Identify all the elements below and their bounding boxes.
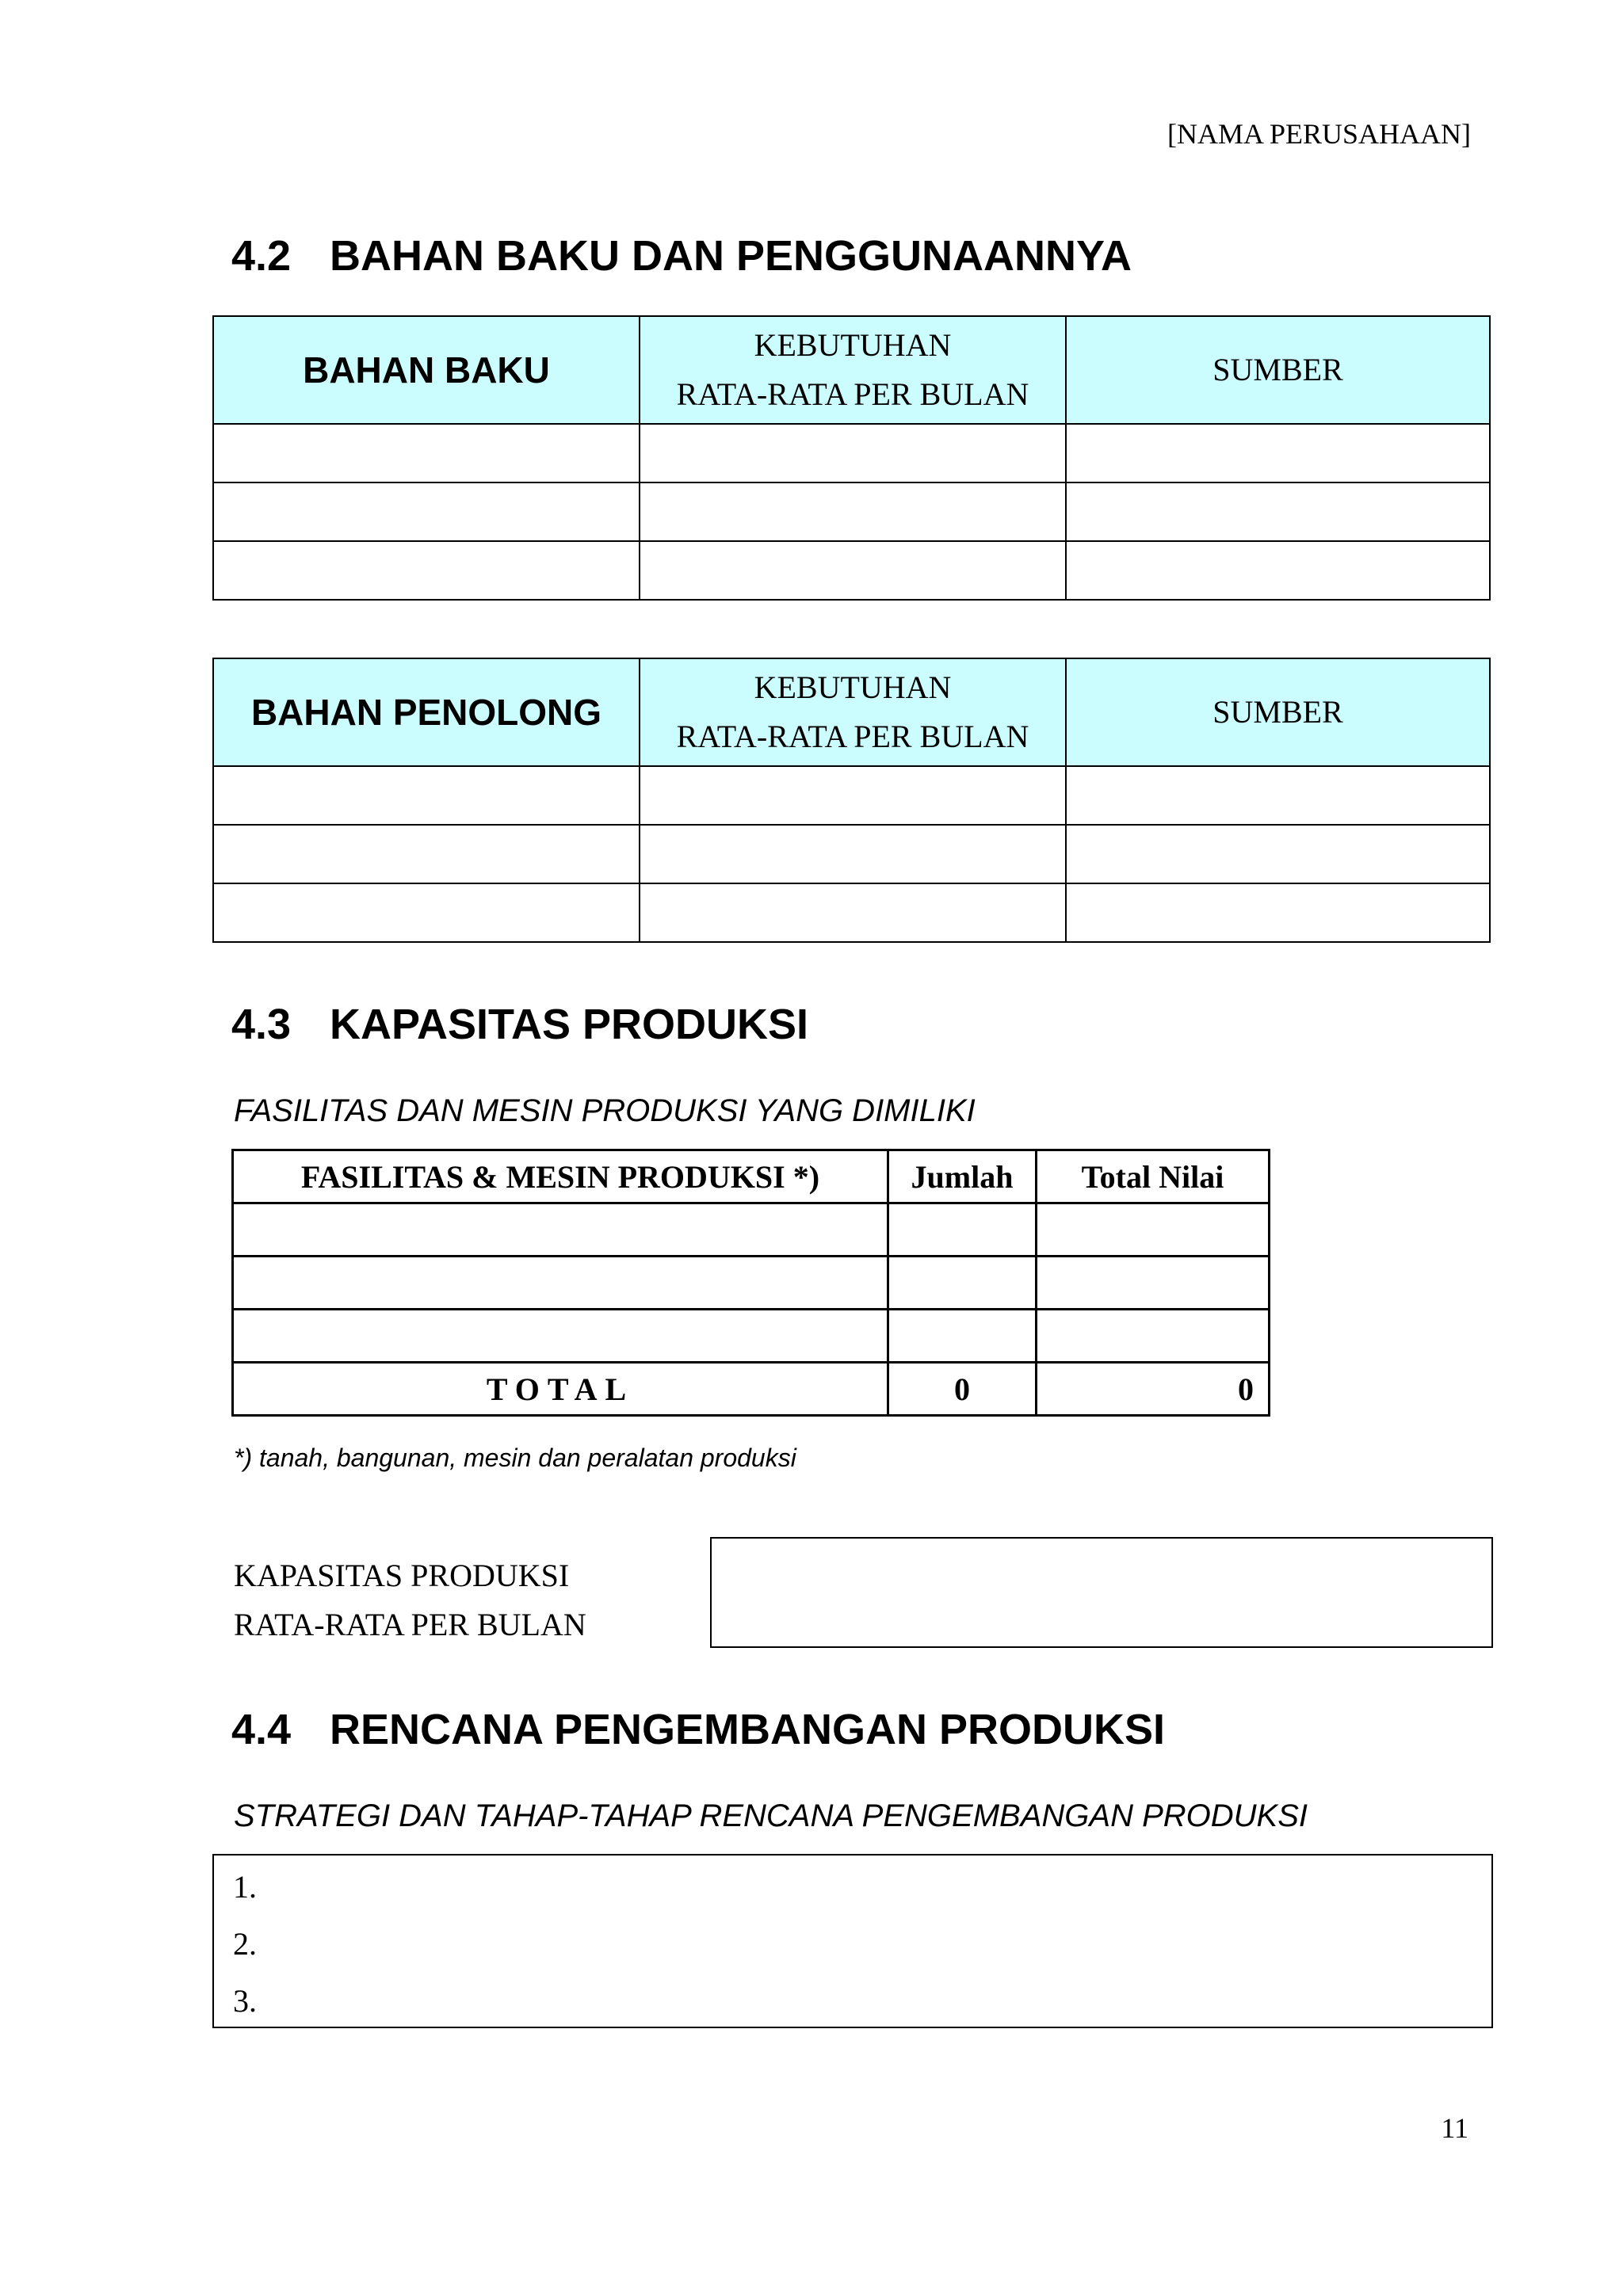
- table-header-row: [233, 1150, 1270, 1203]
- section-number: 4.2: [231, 232, 292, 280]
- header-cell-kebutuhan: KEBUTUHAN RATA-RATA PER BULAN: [640, 658, 1066, 766]
- section-4-2-heading: [231, 231, 1132, 280]
- input-cell[interactable]: [1037, 1257, 1270, 1310]
- section-title: BAHAN BAKU DAN PENGGUNAANNYA: [330, 232, 1132, 280]
- input-cell[interactable]: [233, 1203, 888, 1257]
- section-4-4-heading: [231, 1705, 1165, 1754]
- header-cell-total-nilai: Total Nilai: [1037, 1150, 1270, 1203]
- input-cell[interactable]: [1066, 766, 1490, 825]
- facilities-subtitle: FASILITAS DAN MESIN PRODUKSI YANG DIMILIKI: [234, 1093, 976, 1128]
- table-row: [233, 1257, 1270, 1310]
- page-number: 11: [1441, 2112, 1468, 2144]
- capacity-label-line1: KAPASITAS PRODUKSI: [234, 1558, 570, 1593]
- input-cell[interactable]: [888, 1203, 1037, 1257]
- bahan-baku-table: [212, 315, 1491, 601]
- capacity-label-line2: RATA-RATA PER BULAN: [234, 1607, 586, 1642]
- input-cell[interactable]: [640, 825, 1066, 883]
- capacity-input-box[interactable]: [710, 1537, 1493, 1648]
- list-item: 1.: [233, 1869, 257, 1905]
- header-cell-jumlah: Jumlah: [888, 1150, 1037, 1203]
- total-nilai-value: 0: [1037, 1363, 1270, 1416]
- header-cell-sumber: SUMBER: [1066, 658, 1490, 766]
- input-cell[interactable]: [640, 424, 1066, 482]
- table-row: [213, 883, 1490, 942]
- input-cell[interactable]: [640, 883, 1066, 942]
- capacity-label: [234, 1551, 586, 1650]
- input-cell[interactable]: [1037, 1203, 1270, 1257]
- input-cell[interactable]: [1066, 883, 1490, 942]
- input-cell[interactable]: [213, 883, 640, 942]
- table-row: [213, 424, 1490, 482]
- input-cell[interactable]: [213, 482, 640, 541]
- list-item: 3.: [233, 1983, 257, 2019]
- list-item: 2.: [233, 1926, 257, 1962]
- table-row: [233, 1203, 1270, 1257]
- header-cell-sumber: SUMBER: [1066, 316, 1490, 424]
- table-header-row: [213, 316, 1490, 424]
- input-cell[interactable]: [640, 766, 1066, 825]
- table-header-row: [213, 658, 1490, 766]
- strategy-subtitle: STRATEGI DAN TAHAP-TAHAP RENCANA PENGEMBANGAN PRODUKSI: [234, 1798, 1308, 1833]
- input-cell[interactable]: [213, 766, 640, 825]
- total-jumlah-value: 0: [888, 1363, 1037, 1416]
- input-cell[interactable]: [213, 825, 640, 883]
- section-title: KAPASITAS PRODUKSI: [330, 1001, 809, 1048]
- input-cell[interactable]: [233, 1257, 888, 1310]
- company-name-header: [NAMA PERUSAHAAN]: [1167, 118, 1471, 150]
- facilities-table: [231, 1149, 1270, 1417]
- bahan-penolong-table: [212, 658, 1491, 943]
- header-cell-bahan-baku: BAHAN BAKU: [213, 316, 640, 424]
- header-cell-fasilitas: FASILITAS & MESIN PRODUKSI *): [233, 1150, 888, 1203]
- header-cell-kebutuhan: KEBUTUHAN RATA-RATA PER BULAN: [640, 316, 1066, 424]
- table-row: [213, 766, 1490, 825]
- total-row: [233, 1363, 1270, 1416]
- input-cell[interactable]: [1066, 541, 1490, 600]
- input-cell[interactable]: [1066, 482, 1490, 541]
- input-cell[interactable]: [640, 541, 1066, 600]
- strategy-list-box[interactable]: [212, 1854, 1493, 2028]
- header-cell-bahan-penolong: BAHAN PENOLONG: [213, 658, 640, 766]
- footnote: *) tanah, bangunan, mesin dan peralatan produksi: [234, 1444, 796, 1472]
- table-row: [213, 825, 1490, 883]
- input-cell[interactable]: [640, 482, 1066, 541]
- input-cell[interactable]: [213, 541, 640, 600]
- total-label: TOTAL: [233, 1363, 888, 1416]
- table-row: [213, 482, 1490, 541]
- section-number: 4.3: [231, 1001, 292, 1048]
- section-number: 4.4: [231, 1706, 292, 1753]
- input-cell[interactable]: [1066, 424, 1490, 482]
- input-cell[interactable]: [213, 424, 640, 482]
- input-cell[interactable]: [888, 1257, 1037, 1310]
- table-row: [233, 1310, 1270, 1363]
- input-cell[interactable]: [1037, 1310, 1270, 1363]
- input-cell[interactable]: [888, 1310, 1037, 1363]
- section-4-3-heading: [231, 1000, 808, 1049]
- section-title: RENCANA PENGEMBANGAN PRODUKSI: [330, 1706, 1166, 1753]
- input-cell[interactable]: [1066, 825, 1490, 883]
- input-cell[interactable]: [233, 1310, 888, 1363]
- table-row: [213, 541, 1490, 600]
